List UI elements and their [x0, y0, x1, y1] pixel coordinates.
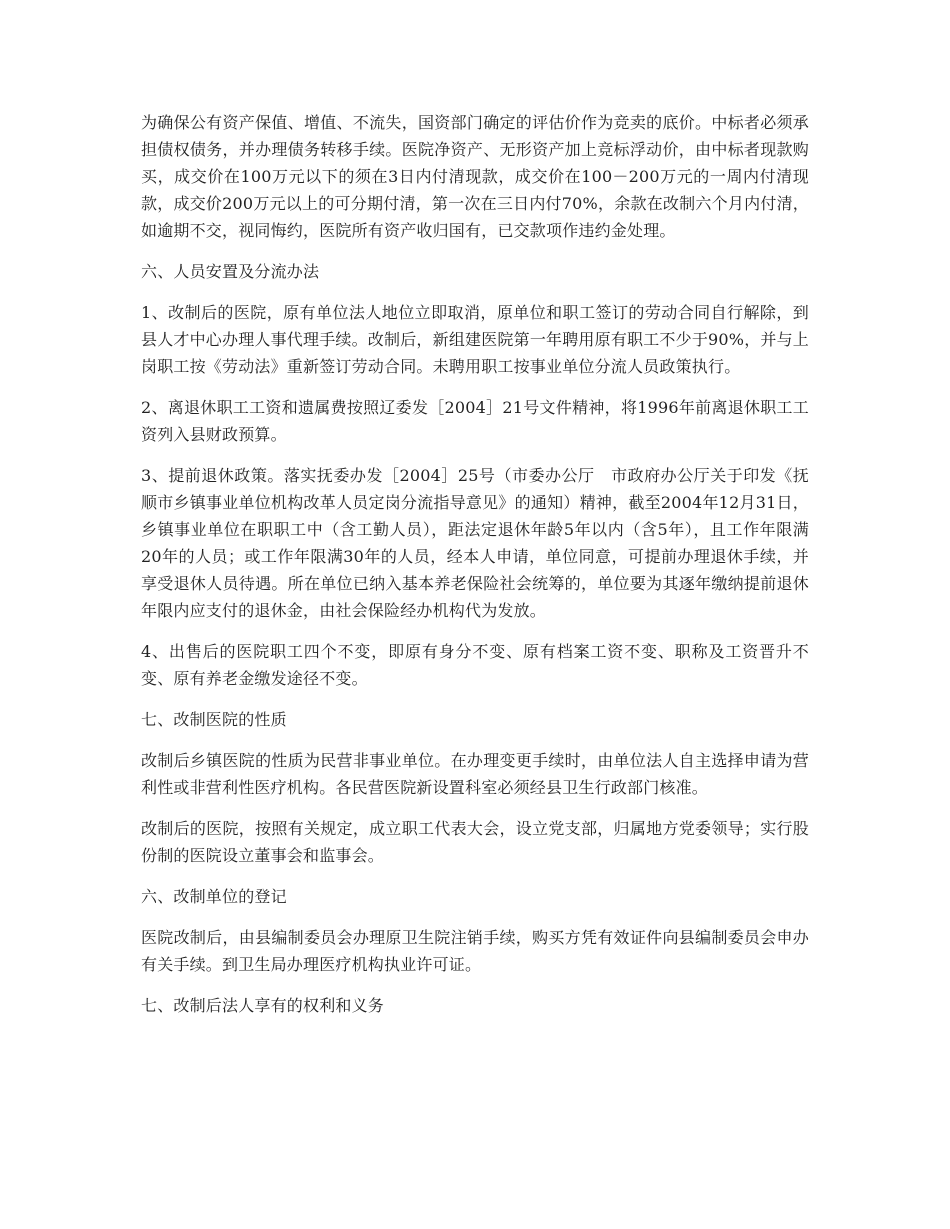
paragraph-early-retirement: 3、提前退休政策。落实抚委办发［2004］25号（市委办公厅 市政府办公厅关于印发《抚顺市乡镇事业单位机构改革人员定岗分流指导意见》的通知）精神，截至2004年12月31日，乡镇事业单位在职职工中（含工勤人员），距法定退休年龄5年以内（含5年），且工作年限满20年的人员；或工作年限满30年的人员，经本人申请，单位同意，可提前办理退休手续，并享受退休人员待遇。所在单位已纳入基本养老保险社会统筹的，单位要为其逐年缴纳提前退休年限内应支付的退休金，由社会保险经办机构代为发放。 [141, 466, 809, 620]
paragraph-retiree-wages: 2、离退休职工工资和遗属费按照辽委发［2004］21号文件精神，将1996年前离退休职工工资列入县财政预算。 [141, 398, 809, 444]
paragraph-private-nature: 改制后乡镇医院的性质为民营非事业单位。在办理变更手续时，由单位法人自主选择申请为营利性或非营利性医疗机构。各民营医院新设置科室必须经县卫生行政部门核准。 [141, 751, 809, 797]
paragraph-labor-contracts: 1、改制后的医院，原有单位法人地位立即取消，原单位和职工签订的劳动合同自行解除，到县人才中心办理人事代理手续。改制后，新组建医院第一年聘用原有职工不少于90%，并与上岗职工按《劳动法》重新签订劳动合同。未聘用职工按事业单位分流人员政策执行。 [141, 303, 809, 376]
paragraph-registration: 医院改制后，由县编制委员会办理原卫生院注销手续，购买方凭有效证件向县编制委员会申办有关手续。到卫生局办理医疗机构执业许可证。 [141, 928, 809, 974]
section-heading-rights-obligations: 七、改制后法人享有的权利和义务 [141, 996, 385, 1015]
paragraph-asset-pricing: 为确保公有资产保值、增值、不流失，国资部门确定的评估价作为竞卖的底价。中标者必须承担债权债务，并办理债务转移手续。医院净资产、无形资产加上竞标浮动价，由中标者现款购买，成交价在100万元以下的须在3日内付清现款，成交价在100－200万元的一周内付清现款，成交价200万元以上的可分期付清，第一次在三日内付70%，余款在改制六个月内付清，如逾期不交，视同悔约，医院所有资产收归国有，已交款项作违约金处理。 [141, 113, 809, 240]
document-body [141, 109, 809, 1033]
paragraph-four-unchanged: 4、出售后的医院职工四个不变，即原有身分不变、原有档案工资不变、职称及工资晋升不变、原有养老金缴发途径不变。 [141, 642, 809, 688]
section-heading-hospital-nature: 七、改制医院的性质 [141, 710, 287, 729]
section-heading-staff-placement: 六、人员安置及分流办法 [141, 262, 320, 281]
section-heading-registration: 六、改制单位的登记 [141, 887, 287, 906]
paragraph-governance: 改制后的医院，按照有关规定，成立职工代表大会，设立党支部，归属地方党委领导；实行股份制的医院设立董事会和监事会。 [141, 819, 809, 865]
